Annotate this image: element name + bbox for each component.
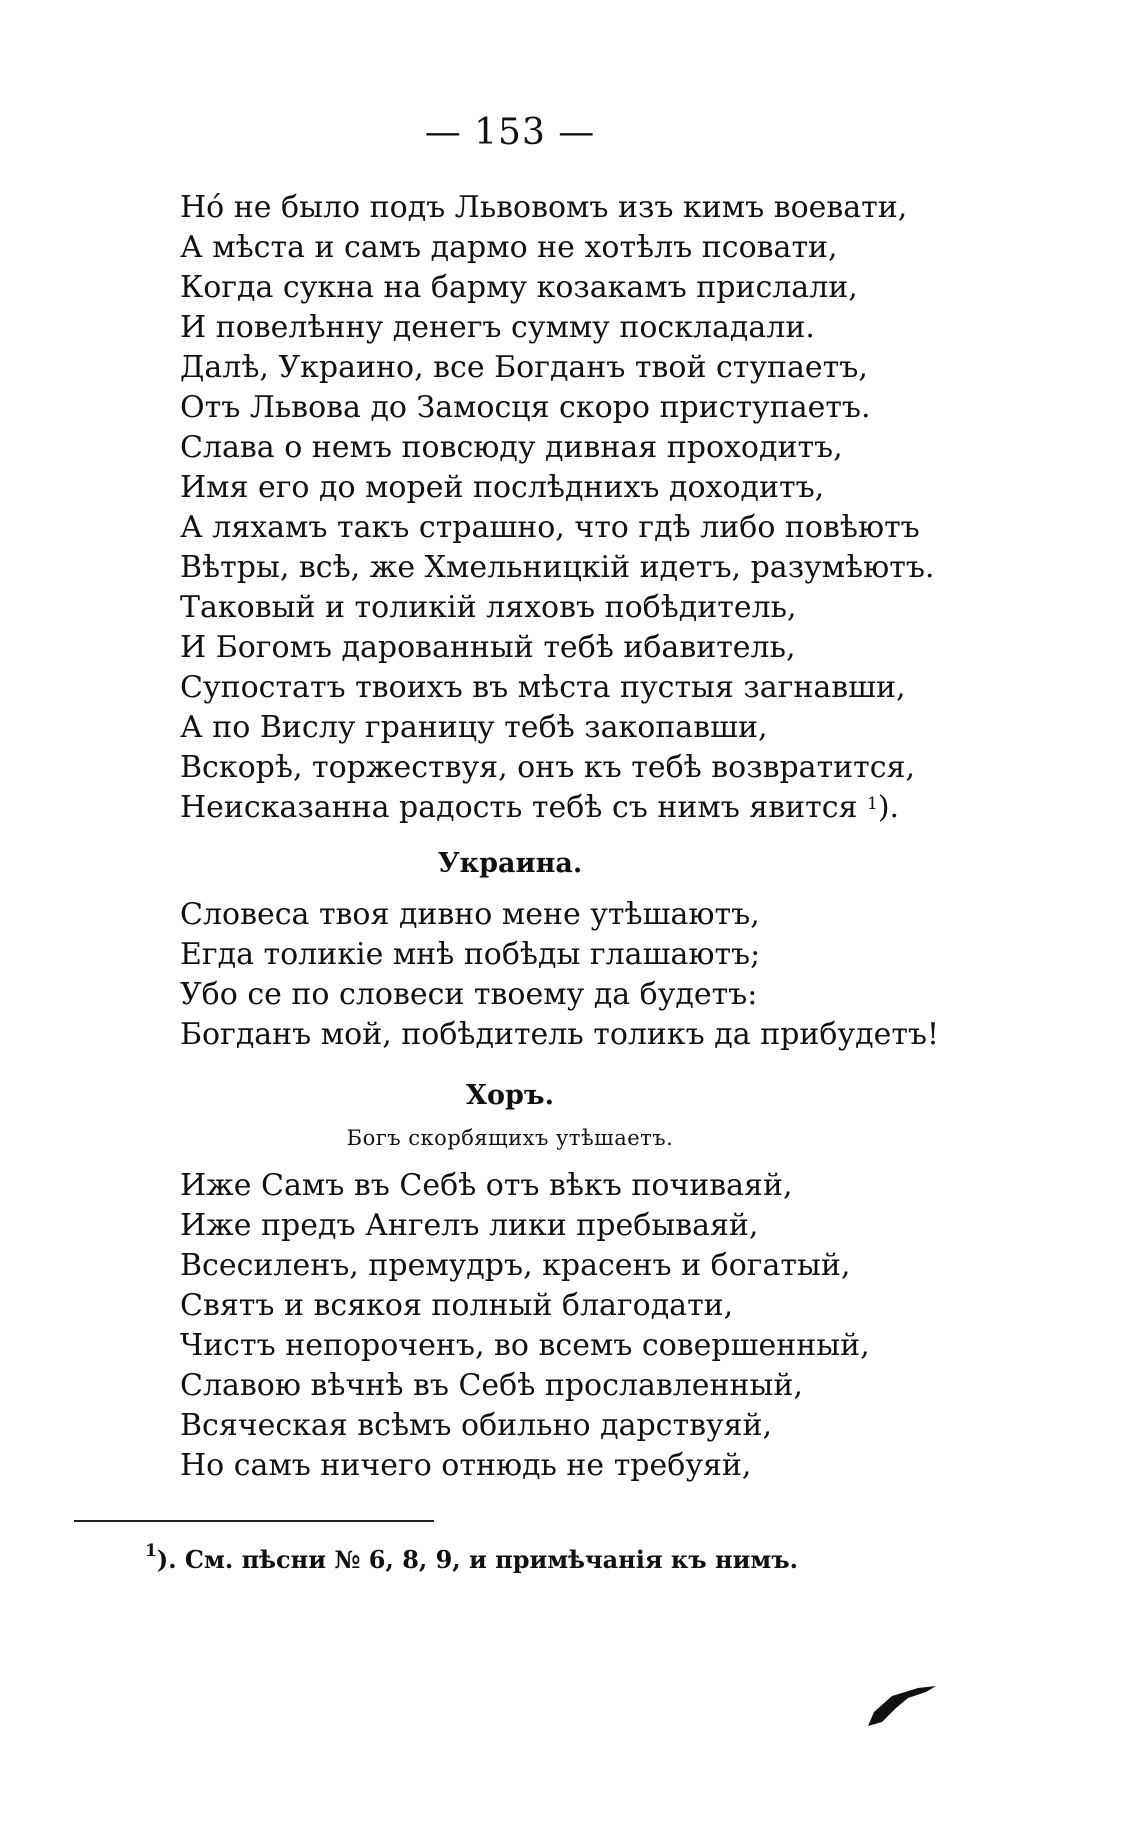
- footnote: [145, 1541, 799, 1574]
- verse-line: Егда толикіе мнѣ побѣды глашаютъ;: [180, 937, 761, 972]
- verse-line: А мѣста и самъ дармо не хотѣлъ псовати,: [180, 230, 838, 265]
- footnote-marker[interactable]: 1: [867, 794, 878, 814]
- verse-line: Святъ и всякоя полный благодати,: [180, 1288, 734, 1323]
- verse-line: Далѣ, Украино, все Богданъ твой ступаетъ,: [180, 350, 868, 385]
- verse-line: Слава о немъ повсюду дивная проходитъ,: [180, 430, 843, 465]
- verse-line: Когда сукна на барму козакамъ прислали,: [180, 270, 858, 305]
- verse-line: Чистъ непороченъ, во всемъ совершенный,: [180, 1328, 870, 1363]
- verse-line: Таковый и толикій ляховъ побѣдитель,: [180, 590, 797, 625]
- verse-line: А ляхамъ такъ страшно, что гдѣ либо повѣютъ: [180, 510, 920, 545]
- verse-line: Богданъ мой, побѣдитель толикъ да прибудетъ!: [180, 1017, 940, 1052]
- subheading-khor: Богъ скорбящихъ утѣшаетъ.: [346, 1126, 674, 1150]
- verse-line: Иже предъ Ангелъ лики пребываяй,: [180, 1208, 759, 1243]
- verse-text: Неисказанна радость тебѣ съ нимъ явится: [180, 790, 858, 825]
- verse-line: Отъ Львова до Замосця скоро приступаетъ.: [180, 390, 871, 425]
- ink-blot: [862, 1682, 942, 1732]
- stanza-1: [180, 188, 940, 828]
- verse-line: Вскорѣ, торжествуя, онъ къ тебѣ возвратится,: [180, 750, 916, 785]
- verse-line: Всяческая всѣмъ обильно дарствуяй,: [180, 1408, 773, 1443]
- verse-line: И Богомъ дарованный тебѣ ибавитель,: [180, 630, 796, 665]
- heading-ukraina: Украина.: [437, 848, 583, 879]
- verse-line-last: [180, 788, 940, 828]
- verse-line: Но́ не было подъ Львовомъ изъ кимъ воевати,: [180, 190, 908, 225]
- footnote-text: ). См. пѣсни № 6, 8, 9, и примѣчанія къ нимъ.: [156, 1545, 799, 1574]
- verse-line: А по Вислу границу тебѣ закопавши,: [180, 710, 768, 745]
- verse-line-end: ).: [877, 790, 900, 825]
- footnote-divider: [74, 1520, 434, 1522]
- page-number: — 153 —: [424, 112, 596, 153]
- stanza-2: [180, 895, 940, 1055]
- footnote-ref: 1: [145, 1541, 157, 1561]
- verse-line: Иже Самъ въ Себѣ отъ вѣкъ почиваяй,: [180, 1168, 793, 1203]
- stanza-3: [180, 1166, 940, 1486]
- verse-line: Супостатъ твоихъ въ мѣста пустыя загнавши,: [180, 670, 906, 705]
- verse-line: И повелѣнну денегъ сумму поскладали.: [180, 310, 815, 345]
- verse-line: Убо се по словеси твоему да будетъ:: [180, 977, 758, 1012]
- verse-line: Имя его до морей послѣднихъ доходитъ,: [180, 470, 825, 505]
- verse-line: Но самъ ничего отнюдь не требуяй,: [180, 1448, 752, 1483]
- verse-line: Словеса твоя дивно мене утѣшаютъ,: [180, 897, 760, 932]
- heading-khor: Хоръ.: [466, 1080, 554, 1111]
- verse-line: Всесиленъ, премудръ, красенъ и богатый,: [180, 1248, 851, 1283]
- verse-line: Славою вѣчнѣ въ Себѣ прославленный,: [180, 1368, 803, 1403]
- verse-line: Вѣтры, всѣ, же Хмельницкій идетъ, разумѣютъ.: [180, 550, 935, 585]
